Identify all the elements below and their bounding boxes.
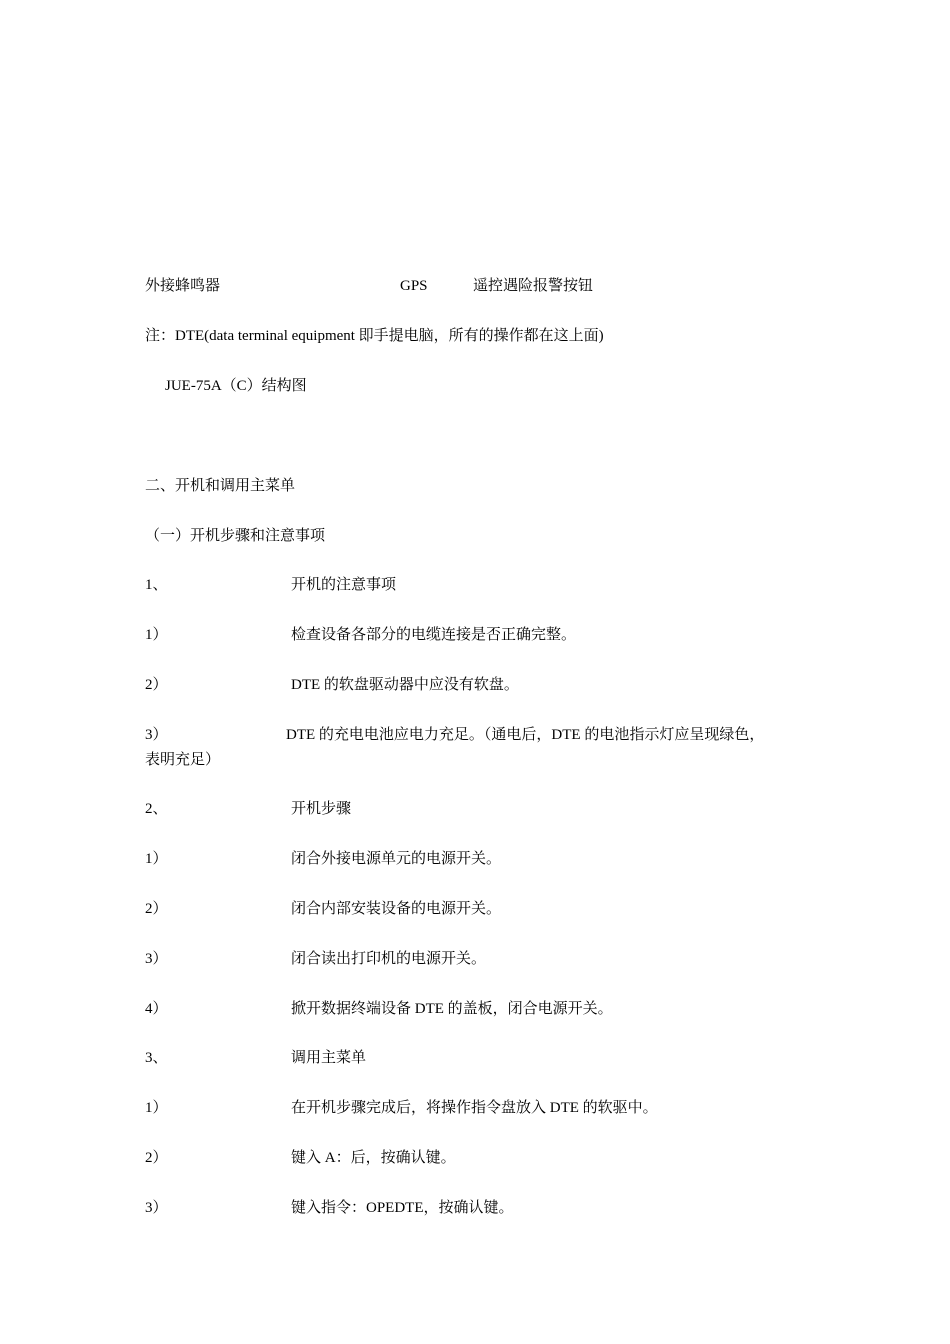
item-number: 4） [145, 1001, 168, 1017]
item-text: 掀开数据终端设备 DTE 的盖板，闭合电源开关。 [291, 1001, 613, 1017]
item-number: 2） [145, 1150, 168, 1166]
item-text: 在开机步骤完成后，将操作指令盘放入 DTE 的软驱中。 [291, 1100, 658, 1116]
item-number: 2） [145, 901, 168, 917]
alarm-button-label: 遥控遇险报警按钮 [473, 278, 594, 294]
item-number: 1） [145, 1100, 168, 1116]
figure-caption: JUE-75A（C）结构图 [165, 378, 307, 394]
dte-note: 注：DTE(data terminal equipment 即手提电脑，所有的操作都在这上面) [145, 328, 604, 344]
buzzer-label: 外接蜂鸣器 [145, 278, 221, 294]
item-text: DTE 的软盘驱动器中应没有软盘。 [291, 677, 519, 693]
subsection-title: （一）开机步骤和注意事项 [145, 528, 326, 544]
item-text: 检查设备各部分的电缆连接是否正确完整。 [291, 627, 577, 643]
item-heading: 调用主菜单 [291, 1050, 367, 1066]
item-number: 2、 [145, 801, 168, 817]
item-number: 1） [145, 851, 168, 867]
item-number: 2） [145, 677, 168, 693]
item-text-continuation: 表明充足） [145, 752, 221, 768]
item-heading: 开机的注意事项 [291, 577, 397, 593]
item-heading: 开机步骤 [291, 801, 352, 817]
item-number: 3） [145, 1200, 168, 1216]
item-text: DTE 的充电电池应电力充足。（通电后，DTE 的电池指示灯应呈现绿色， [286, 727, 765, 743]
item-text: 键入 A：后，按确认键。 [291, 1150, 456, 1166]
gps-label: GPS [400, 278, 428, 294]
item-text: 闭合读出打印机的电源开关。 [291, 951, 487, 967]
item-text: 闭合外接电源单元的电源开关。 [291, 851, 502, 867]
item-number: 1、 [145, 577, 168, 593]
item-number: 1） [145, 627, 168, 643]
item-number: 3） [145, 951, 168, 967]
item-number: 3、 [145, 1050, 168, 1066]
item-text: 键入指令：OPEDTE，按确认键。 [291, 1200, 514, 1216]
item-text: 闭合内部安装设备的电源开关。 [291, 901, 502, 917]
section-title: 二、开机和调用主菜单 [145, 478, 296, 494]
item-number: 3） [145, 727, 168, 743]
